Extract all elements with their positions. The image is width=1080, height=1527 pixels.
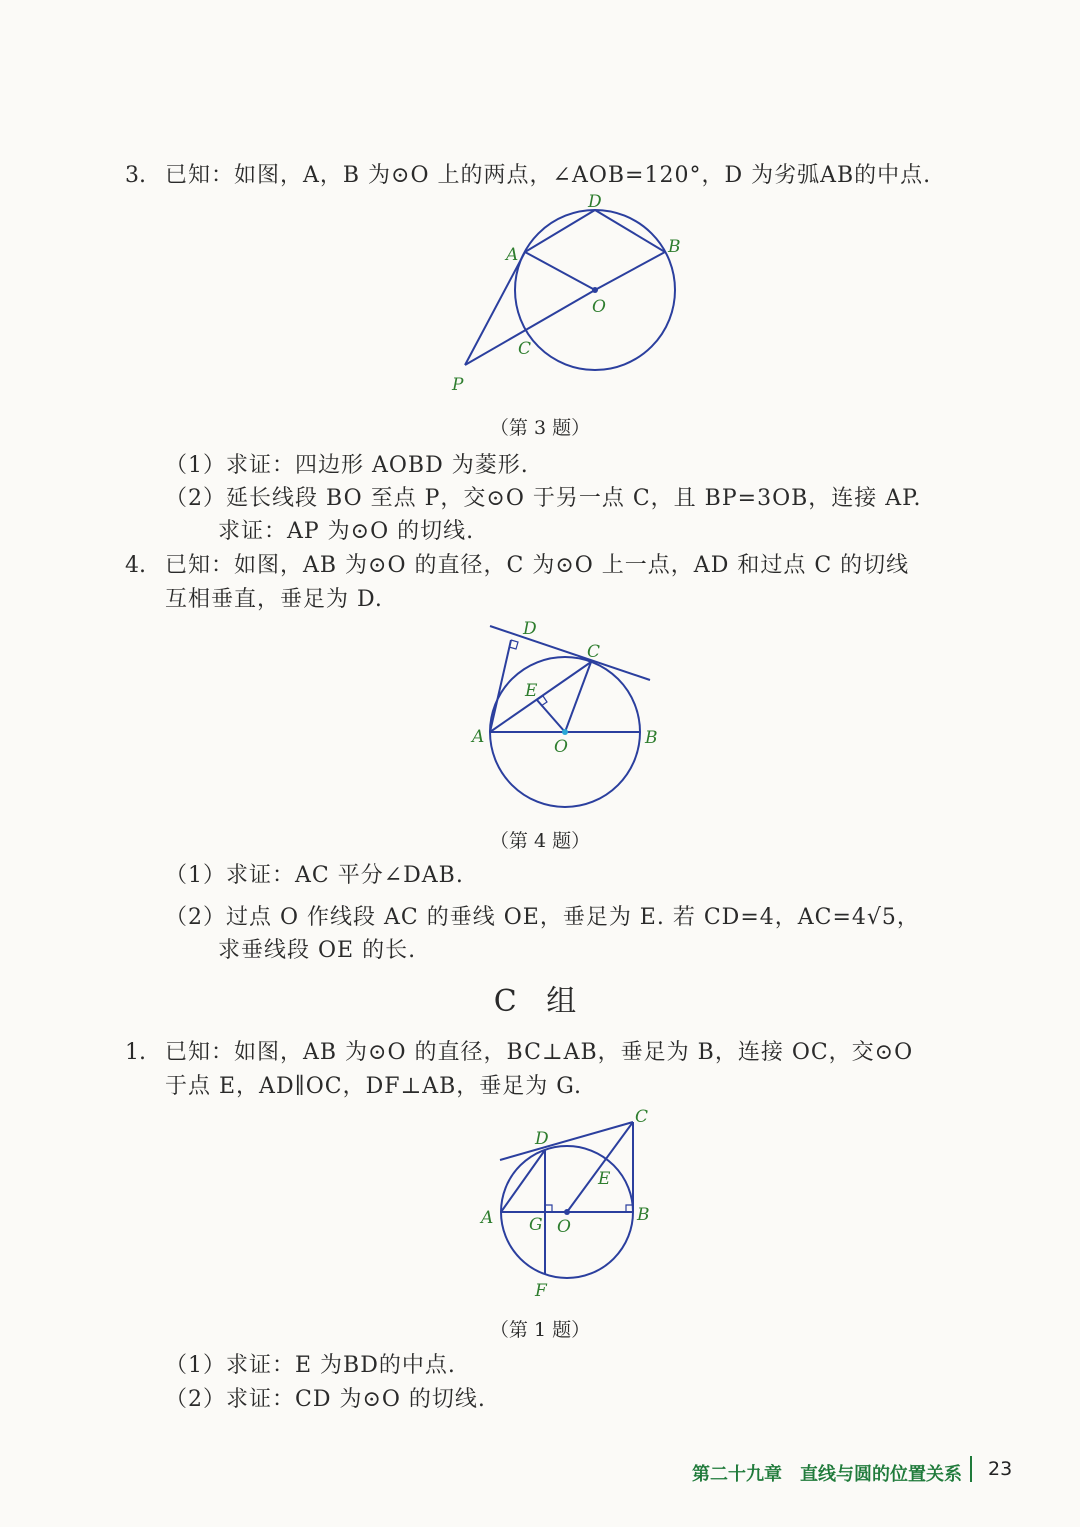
footer-chapter-title: 第二十九章 直线与圆的位置关系 xyxy=(692,1464,962,1485)
label-a: A xyxy=(506,245,519,265)
label-e: E xyxy=(598,1169,611,1189)
figure-problem-4 xyxy=(465,612,675,817)
label-e: E xyxy=(525,681,538,701)
problem-3-number: 3. xyxy=(125,163,146,188)
label-p: P xyxy=(452,375,464,395)
label-a: A xyxy=(472,727,485,747)
problem-4-statement-line1: 已知：如图，AB 为⊙O 的直径，C 为⊙O 上一点，AD 和过点 C 的切线 xyxy=(165,553,910,578)
footer-divider xyxy=(970,1456,972,1482)
caption-problem-4: （第 4 题） xyxy=(489,830,591,852)
label-o: O xyxy=(557,1217,571,1237)
tangent-line xyxy=(490,626,650,680)
label-d: D xyxy=(535,1129,549,1149)
page-number: 23 xyxy=(988,1458,1013,1480)
label-c: C xyxy=(587,642,601,662)
problem-3-q1: （1）求证：四边形 AOBD 为菱形. xyxy=(165,453,529,478)
segment-ad xyxy=(490,640,511,732)
segment-oa xyxy=(525,252,595,290)
center-point xyxy=(562,729,568,735)
right-angle-g xyxy=(545,1205,552,1212)
label-d: D xyxy=(588,192,602,212)
label-f: F xyxy=(535,1281,547,1301)
label-g: G xyxy=(529,1215,543,1235)
problem-3-q2-line1: （2）延长线段 BO 至点 P，交⊙O 于另一点 C，且 BP=3OB，连接 AP. xyxy=(165,486,922,511)
section-heading-c: C 组 xyxy=(493,984,587,1019)
segment-ad xyxy=(525,210,595,252)
problem-c1-q1: （1）求证：E 为BD的中点. xyxy=(165,1353,456,1378)
center-point xyxy=(564,1209,570,1215)
label-b: B xyxy=(637,1205,650,1225)
caption-problem-3: （第 3 题） xyxy=(489,417,591,439)
label-b: B xyxy=(645,728,658,748)
problem-4-q2-line2: 求垂线段 OE 的长. xyxy=(218,938,417,963)
segment-db xyxy=(595,210,665,252)
problem-3-q2-line2: 求证：AP 为⊙O 的切线. xyxy=(218,519,475,544)
label-c: C xyxy=(518,339,532,359)
label-o: O xyxy=(592,297,606,317)
problem-c1-q2: （2）求证：CD 为⊙O 的切线. xyxy=(165,1387,486,1412)
figure-problem-c1 xyxy=(475,1102,665,1302)
figure-problem-3 xyxy=(440,190,700,400)
problem-4-number: 4. xyxy=(125,553,146,578)
segment-cd-tangent xyxy=(500,1122,633,1160)
label-d: D xyxy=(523,619,537,639)
problem-c1-statement-line2: 于点 E，AD∥OC，DF⊥AB，垂足为 G. xyxy=(165,1074,583,1099)
problem-4-q1: （1）求证：AC 平分∠DAB. xyxy=(165,863,464,888)
problem-4-statement-line2: 互相垂直，垂足为 D. xyxy=(165,587,383,612)
problem-4-q2-line1: （2）过点 O 作线段 AC 的垂线 OE，垂足为 E. 若 CD=4，AC=4√5， xyxy=(165,905,920,930)
label-b: B xyxy=(668,237,681,257)
label-o: O xyxy=(554,737,568,757)
segment-bo xyxy=(595,252,665,290)
segment-oc xyxy=(565,662,591,732)
segment-oc xyxy=(567,1122,633,1212)
label-a: A xyxy=(481,1208,494,1228)
label-c: C xyxy=(635,1107,649,1127)
problem-c1-number: 1. xyxy=(125,1040,146,1065)
segment-ad xyxy=(501,1150,545,1212)
segment-oe xyxy=(537,700,565,732)
center-point xyxy=(592,287,598,293)
problem-3-statement: 已知：如图，A，B 为⊙O 上的两点，∠AOB=120°，D 为劣弧AB的中点. xyxy=(165,163,932,188)
problem-c1-statement-line1: 已知：如图，AB 为⊙O 的直径，BC⊥AB，垂足为 B，连接 OC，交⊙O xyxy=(165,1040,914,1065)
caption-problem-c1: （第 1 题） xyxy=(489,1319,591,1341)
